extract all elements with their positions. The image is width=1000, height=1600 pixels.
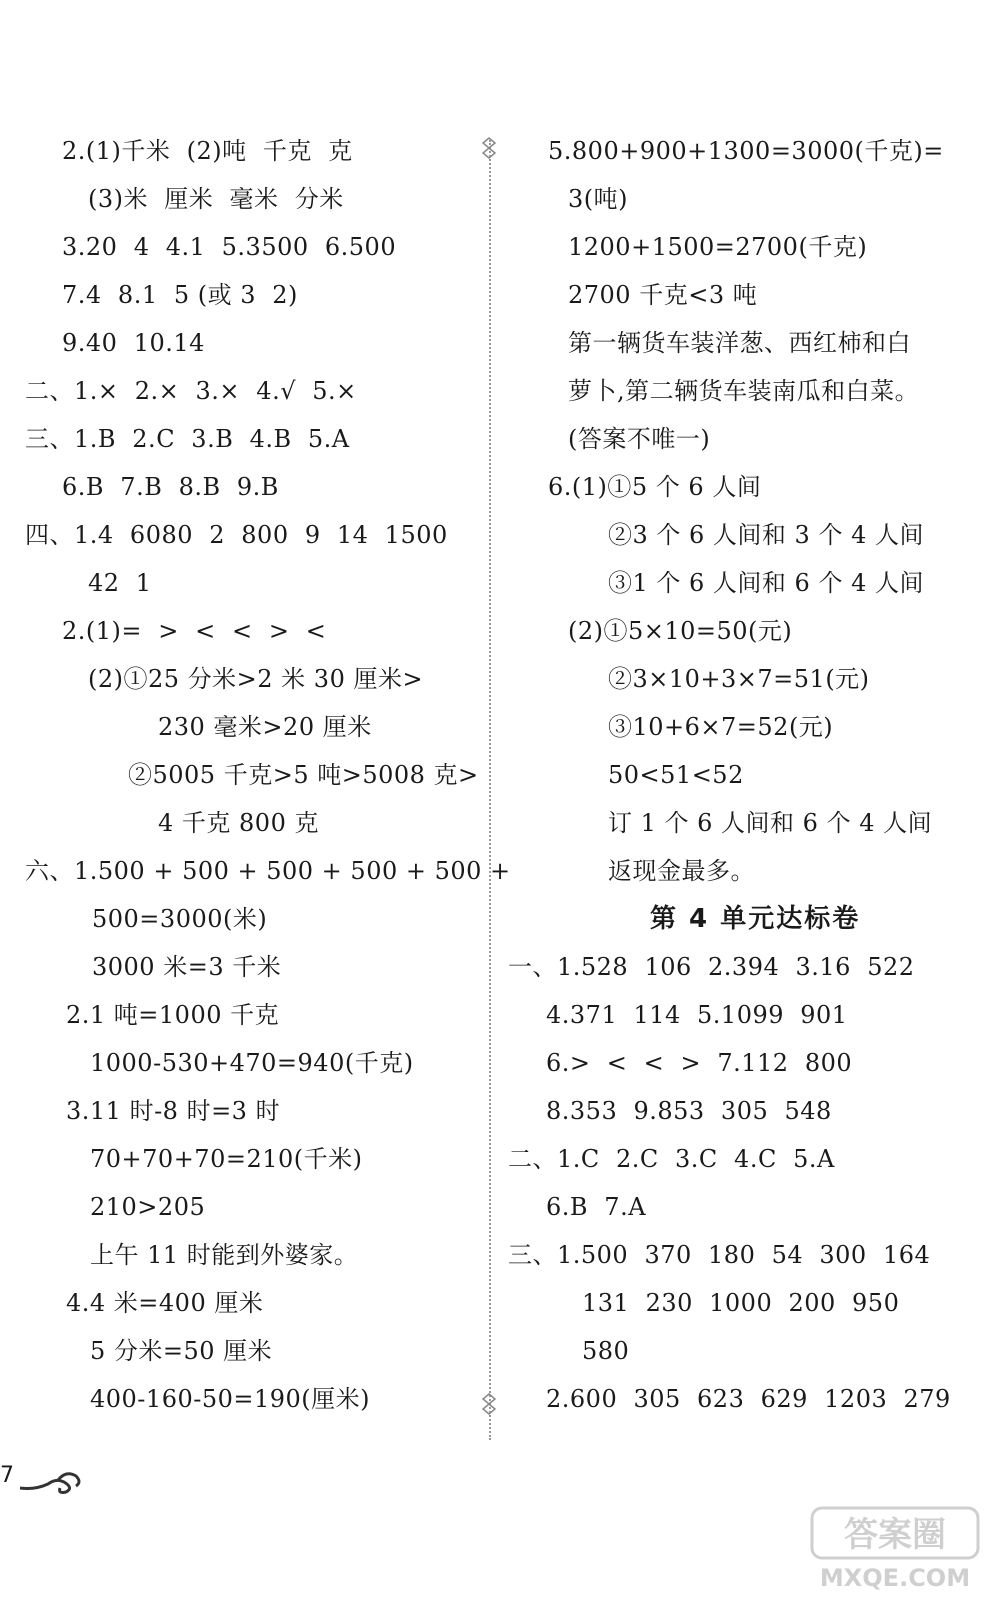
answer-line: 第一辆货车装洋葱、西红柿和白 — [568, 329, 911, 357]
answer-line: 2.1 吨=1000 千克 — [66, 1001, 280, 1029]
answer-line: 3.20 4 4.1 5.3500 6.500 — [62, 233, 397, 261]
answer-line: ②5005 千克>5 吨>5008 克> — [128, 761, 479, 789]
answer-line: 一、1.528 106 2.394 3.16 522 — [508, 953, 915, 981]
answer-line: 131 230 1000 200 950 — [582, 1289, 900, 1317]
svg-text:MXQE.COM: MXQE.COM — [819, 1564, 971, 1592]
answer-line: 3000 米=3 千米 — [92, 953, 282, 981]
answer-line: 1000-530+470=940(千克) — [90, 1049, 414, 1077]
answer-line: (3)米 厘米 毫米 分米 — [88, 185, 344, 213]
answer-line: 5.800+900+1300=3000(千克)= — [548, 137, 944, 165]
answer-line: 6.B 7.B 8.B 9.B — [62, 473, 279, 501]
answer-line: 500=3000(米) — [92, 905, 268, 933]
answer-line: (2)①25 分米>2 米 30 厘米> — [88, 665, 424, 693]
answer-line: 6.(1)①5 个 6 人间 — [548, 473, 762, 501]
answer-line: ②3 个 6 人间和 3 个 4 人间 — [608, 521, 924, 549]
answer-line: 2700 千克<3 吨 — [568, 281, 758, 309]
answer-line: 7.4 8.1 5 (或 3 2) — [62, 281, 298, 309]
page-number: 7 — [0, 1463, 14, 1488]
answer-line: 返现金最多。 — [608, 857, 755, 885]
answer-line: 六、1.500 + 500 + 500 + 500 + 500 + — [25, 857, 511, 885]
answer-line: 3.11 时-8 时=3 时 — [66, 1097, 281, 1125]
answer-line: 580 — [582, 1337, 630, 1365]
answer-line: 9.40 10.14 — [62, 329, 205, 357]
answer-line: 2.(1)千米 (2)吨 千克 克 — [62, 137, 353, 165]
answer-line: 二、1.C 2.C 3.C 4.C 5.A — [508, 1145, 835, 1173]
divider-ornament-icon — [480, 1392, 498, 1416]
answer-line: 2.(1)= > < < > < — [62, 617, 327, 645]
answer-line: 2.600 305 623 629 1203 279 — [546, 1385, 951, 1413]
answer-line: 萝卜,第二辆货车装南瓜和白菜。 — [568, 377, 920, 405]
cloud-ornament-icon — [0, 1460, 90, 1500]
answer-line: 6.B 7.A — [546, 1193, 647, 1221]
answer-line: 三、1.500 370 180 54 300 164 — [508, 1241, 931, 1269]
answer-line: 8.353 9.853 305 548 — [546, 1097, 832, 1125]
answer-line: 70+70+70=210(千米) — [90, 1145, 363, 1173]
answer-line: (答案不唯一) — [568, 425, 711, 453]
answer-line: 50<51<52 — [608, 761, 744, 789]
answer-line: ②3×10+3×7=51(元) — [608, 665, 870, 693]
divider-ornament-icon — [480, 136, 498, 160]
answer-line: 5 分米=50 厘米 — [90, 1337, 273, 1365]
answer-line: 订 1 个 6 人间和 6 个 4 人间 — [608, 809, 933, 837]
answer-line: 230 毫米>20 厘米 — [158, 713, 372, 741]
answer-line: 二、1.× 2.× 3.× 4.√ 5.× — [25, 377, 357, 405]
answer-line: 4.4 米=400 厘米 — [66, 1289, 264, 1317]
answer-line: 3(吨) — [568, 185, 628, 213]
column-divider — [489, 140, 491, 1440]
watermark-logo-icon — [810, 1506, 980, 1592]
answer-line: 4.371 114 5.1099 901 — [546, 1001, 848, 1029]
answer-line: 四、1.4 6080 2 800 9 14 1500 — [25, 521, 448, 549]
answer-line: 上午 11 时能到外婆家。 — [90, 1241, 359, 1269]
answer-line: 6.> < < > 7.112 800 — [546, 1049, 853, 1077]
answer-line: 1200+1500=2700(千克) — [568, 233, 868, 261]
svg-text:答案圈: 答案圈 — [844, 1515, 946, 1555]
answer-line: 210>205 — [90, 1193, 206, 1221]
answer-line: ③1 个 6 人间和 6 个 4 人间 — [608, 569, 924, 597]
answer-line: 400-160-50=190(厘米) — [90, 1385, 371, 1413]
answer-line: 三、1.B 2.C 3.B 4.B 5.A — [25, 425, 350, 453]
section-title: 第 4 单元达标卷 — [650, 904, 861, 934]
answer-line: ③10+6×7=52(元) — [608, 713, 834, 741]
answer-line: 42 1 — [88, 569, 152, 597]
answer-line: (2)①5×10=50(元) — [568, 617, 793, 645]
answer-line: 4 千克 800 克 — [158, 809, 319, 837]
